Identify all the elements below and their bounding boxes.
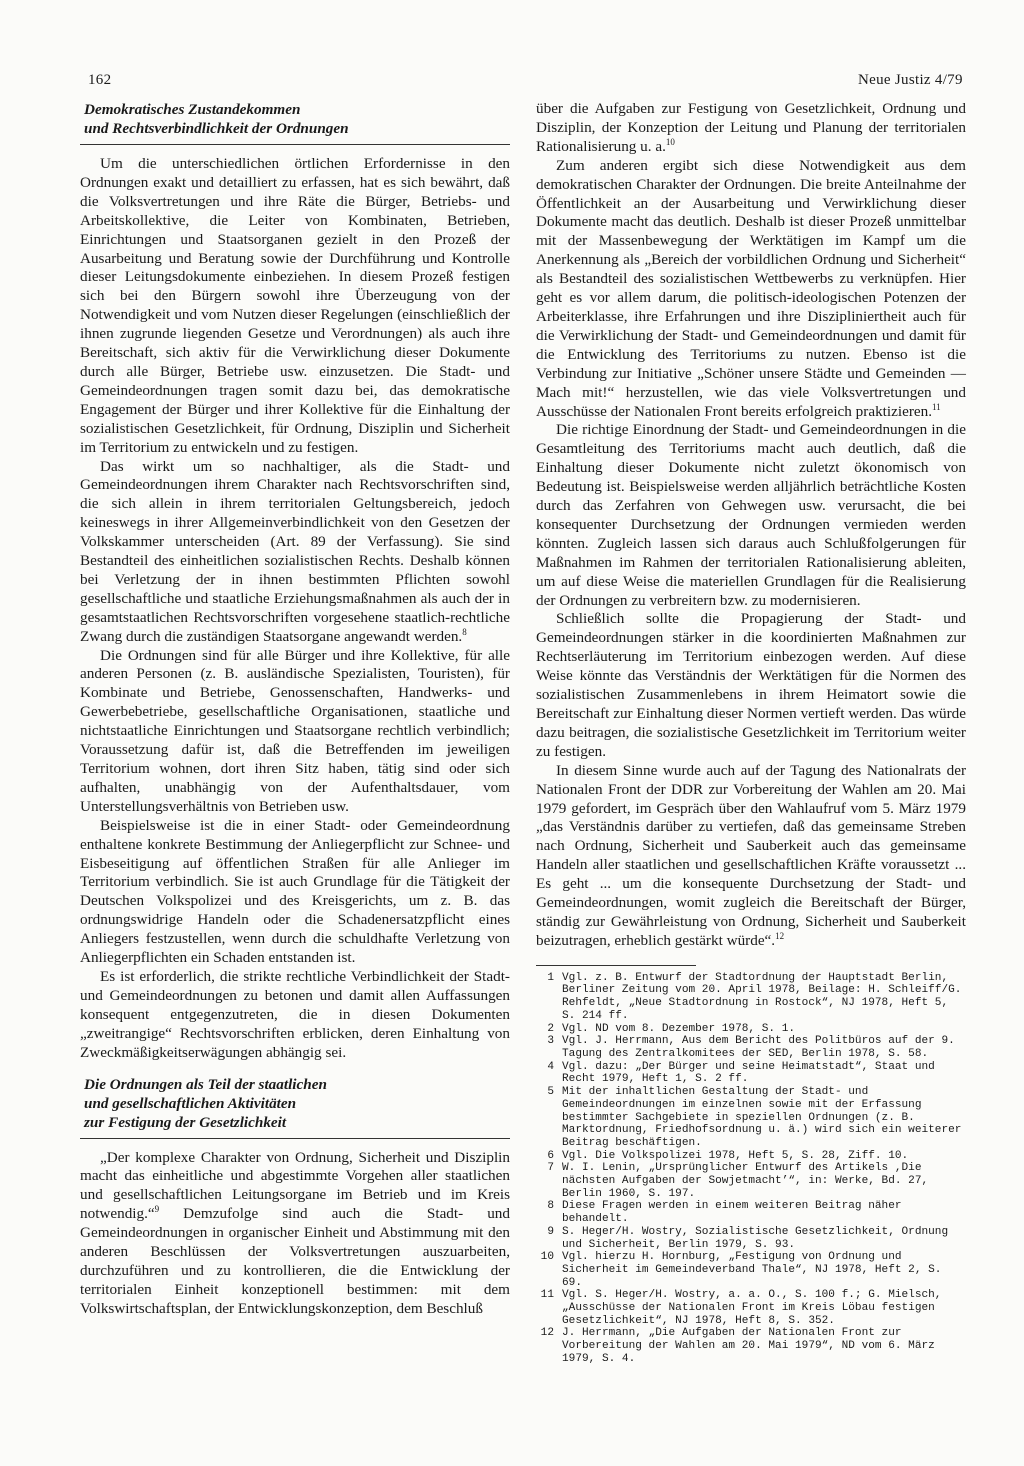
footnote-text: Vgl. Die Volkspolizei 1978, Heft 5, S. 28, Ziff. 10. (562, 1149, 909, 1162)
left-column (80, 100, 510, 1319)
footnote-number: 6 (547, 1149, 554, 1162)
paragraph-text: Zum anderen ergibt sich diese Notwendigkeit aus dem demokratischen Charakter der Ordnungen. Die breite Anteilnahme der Öffentlichkeit an der Ausarbeitung und Verwirklichung dieser Dokumente macht das deutlich. Deshalb ist dieser Prozeß unmittelbar mit der Massenbewegung der Werktätigen im Kampf um die Anerkennung als „Bereich der vorbildlichen Ordnung und Sicherheit“ als Bestandteil des sozialistischen Wettbewerbs zu verknüpfen. Hier geht es vor allem darum, die politisch-ideologischen Potenzen der Arbeiterklasse, ihre Erfahrungen und ihre Diszipliniertheit auch für die Verwirklichung der Stadt- und Gemeindeordnungen und damit für die Entwicklung des Territoriums zu nutzen. Ebenso ist die Verbindung zur Initiative „Schöner unsere Städte und Gemeinden — Mach mit!“ herzustellen, wie das viele Volksvertretungen und Ausschüsse der Nationalen Front bereits erfolgreich praktizieren. (536, 156, 966, 420)
footnote-ref: 11 (932, 401, 941, 412)
paragraph-text: „Der komplexe Charakter von Ordnung, Sicherheit und Disziplin macht das einheitliche und abgestimmte Vorgehen aller staatlichen und gesellschaftlichen Leitungsorgane im Betrieb und im Kreis notwendig.“ (80, 1148, 510, 1223)
heading-line: Demokratisches Zustandekommen (84, 101, 301, 118)
footnote-number: 1 (547, 971, 554, 984)
footnote-number: 3 (547, 1035, 554, 1048)
footnote (536, 1162, 966, 1200)
footnote (536, 972, 966, 1023)
footnote (536, 1150, 966, 1163)
footnote-number: 9 (547, 1225, 554, 1238)
footnote-ref: 12 (775, 930, 785, 941)
footnote (536, 1226, 966, 1251)
footnote-number: 10 (540, 1251, 554, 1264)
footnotes (536, 972, 966, 1366)
footnote-number: 11 (540, 1289, 554, 1302)
footnote-text: Diese Fragen werden in einem weiteren Beitrag näher behandelt. (562, 1200, 902, 1226)
footnote-text: Vgl. S. Heger/H. Wostry, a. a. O., S. 100 f.; G. Mielsch, „Ausschüsse der Nationalen Front im Kreis Löbau festigen Gesetzlichkeit“, NJ 1978, Heft 8, S. 352. (562, 1289, 942, 1327)
footnote-number: 7 (547, 1162, 554, 1175)
footnote-text: Vgl. dazu: „Der Bürger und seine Heimatstadt“, Staat und Recht 1979, Heft 1, S. 2 ff. (562, 1060, 935, 1086)
paragraph (536, 762, 966, 951)
footnote-ref: 10 (665, 136, 675, 147)
footnote (536, 1086, 966, 1150)
footnote-ref: 8 (462, 626, 467, 637)
footnote-text: W. I. Lenin, „Ursprünglicher Entwurf des Artikels ,Die nächsten Aufgaben der Sowjetmacht’“, in: Werke, Bd. 27, Berlin 1960, S. 197. (562, 1162, 929, 1200)
paragraph (536, 157, 966, 422)
footnote (536, 1023, 966, 1036)
footnote (536, 1035, 966, 1060)
paragraph: Beispielsweise ist die in einer Stadt- oder Gemeindeordnung enthaltene konkrete Bestimmung der Anliegerpflicht zur Schnee- und Eisbeseitigung auf öffentlichen Straßen für alle Anlieger im Territorium verbindlich. Sie ist auch Grundlage für die Tätigkeit der Deutschen Volkspolizei und des Kreisgerichts, um z. B. das ordnungswidrige Handeln oder die Schadenersatzpflicht eines Anliegers festzustellen, wenn durch die schuldhafte Verletzung von Anliegerpflichten ein Schaden entstanden ist. (80, 816, 510, 967)
footnote-text: Vgl. z. B. Entwurf der Stadtordnung der Hauptstadt Berlin, Berliner Zeitung vom 20. April 1978, Beilage: H. Schleiff/G. Rehfeldt, „Neue Stadtordnung in Rostock“, NJ 1978, Heft 5, S. 214 ff. (562, 971, 962, 1022)
paragraph: Um die unterschiedlichen örtlichen Erfordernisse in den Ordnungen exakt und detailliert zu erfassen, hat es sich bewährt, daß die Volksvertretungen und ihre Räte die Bürger, Betriebs- und Arbeitskollektive, die Leiter von Kombinaten, Betrieben, Einrichtungen und Staatsorganen gezielt in den Prozeß der Ausarbeitung und Beratung sowie der Durchführung und Kontrolle dieser Leitungsdokumente einbeziehen. In diesem Prozeß festigen sich bei den Bürgern sowohl ihre Überzeugung von der Notwendigkeit und vom Nutzen dieser Regelungen (einschließlich der ihnen zugrunde liegenden Gesetze und Verordnungen) als auch ihre Bereitschaft, sich aktiv für die Verwirklichung dieser Dokumente durch alle Bürger, Betriebe usw. einzusetzen. Die Stadt- und Gemeindeordnungen tragen somit dazu bei, das demokratische Engagement der Bürger und ihrer Kollektive für die Einhaltung der sozialistischen Gesetzlichkeit, für Ordnung, Disziplin und Sicherheit im Territorium zu entwickeln und zu festigen. (80, 155, 510, 456)
footnote-number: 2 (547, 1022, 554, 1035)
footnote-text: S. Heger/H. Wostry, Sozialistische Gesetzlichkeit, Ordnung und Sicherheit, Berlin 1979, S. 93. (562, 1225, 949, 1251)
paragraph (536, 100, 966, 157)
footnote-number: 5 (547, 1086, 554, 1099)
footnote-text: Mit der inhaltlichen Gestaltung der Stadt- und Gemeindeordnungen im einzelnen sowie mit der Erfassung bestimmter Sachgebiete in speziellen Ordnungen (z. B. Marktordnung, Friedhofsordnung u. ä.) wird sich ein weiterer Beitrag beschäftigen. (562, 1086, 962, 1149)
section-heading-2 (80, 1075, 510, 1139)
right-column (536, 100, 966, 1366)
footnote-divider (536, 965, 696, 966)
paragraph (80, 1149, 510, 1319)
footnote-number: 12 (540, 1327, 554, 1340)
paragraph-text: In diesem Sinne wurde auch auf der Tagung des Nationalrats der Nationalen Front der DDR zur Vorbereitung der Wahlen am 20. Mai 1979 gefordert, im Gespräch über den Wahlaufruf vom 5. März 1979 „das Verständnis darüber zu vertiefen, daß das gemeinsame Streben nach Ordnung, Sicherheit und Sauberkeit auch das gemeinsame Handeln aller staatlichen und gesellschaftlichen Kräfte voraussetzt ... Es geht ... um die konsequente Durchsetzung der Stadt- und Gemeindeordnungen, womit zugleich die Bereitschaft der Bürger, ständig zur Gewährleistung von Ordnung, Sicherheit und Sauberkeit beizutragen, erheblich gestärkt würde“. (536, 761, 966, 949)
paragraph-text: über die Aufgaben zur Festigung von Gesetzlichkeit, Ordnung und Disziplin, der Konzeption der Leitung und Planung der territorialen Rationalisierung u. a. (536, 100, 966, 155)
footnote (536, 1200, 966, 1225)
paragraph: Die richtige Einordnung der Stadt- und Gemeindeordnungen in die Gesamtleitung des Territoriums macht auch deutlich, daß die Einhaltung dieser Dokumente nicht zuletzt ökonomisch von Bedeutung ist. Beispielsweise werden alljährlich beträchtliche Kosten durch das Zerfahren von Gehwegen usw. verursacht, die bei konsequenter Durchsetzung der Ordnungen vermieden werden könnten. Zugleich lassen sich daraus auch Schlußfolgerungen für Maßnahmen im Rahmen der territorialen Rationalisierung ableiten, um auf diese Weise die materiellen Grundlagen für die Realisierung der Ordnungen zu verbreitern bzw. zu modernisieren. (536, 421, 966, 609)
paragraph: Die Ordnungen sind für alle Bürger und ihre Kollektive, für alle anderen Personen (z. B. ausländische Spezialisten, Touristen), für Kombinate und Betriebe, Genossenschaften, Handwerks- und Gewerbebetriebe, gesellschaftliche Organisationen, staatliche und nichtstaatliche Einrichtungen und Staatsorgane rechtlich verbindlich; Voraussetzung dafür ist, daß die Betreffenden im jeweiligen Territorium wohnen, dort ihren Sitz haben, tätig sind oder sich aufhalten, unabhängig von der Aufenthaltsdauer, vom Unterstellungsverhältnis von Betrieben usw. (80, 646, 510, 815)
paragraph: Schließlich sollte die Propagierung der Stadt- und Gemeindeordnungen stärker in die koordinierten Maßnahmen zur Rechtserläuterung im Territorium einbezogen werden. Auf diese Weise könnte das Verständnis der Werktätigen für die Normen des sozialistischen Zusammenlebens in ihrem Heimatort sowie die Bereitschaft zur Einhaltung dieser Normen vertieft werden. Das würde dazu beitragen, die sozialistische Gesetzlichkeit im Territorium weiter zu festigen. (536, 610, 966, 760)
journal-issue: Neue Justiz 4/79 (858, 72, 963, 88)
footnote (536, 1251, 966, 1289)
footnote (536, 1327, 966, 1365)
paragraph-text: Das wirkt um so nachhaltiger, als die Stadt- und Gemeindeordnungen ihrem Charakter nach Rechtsvorschriften sind, die sich allein in ihrem territorialen Geltungsbereich, jedoch keineswegs in ihrer Allgemeinverbindlichkeit von den Gesetzen der Volkskammer unterscheiden (Art. 89 der Verfassung). Sie sind Bestandteil des einheitlichen sozialistischen Rechts. Deshalb können bei Verletzung der in ihnen bestimmten Pflichten sowohl gesellschaftliche und staatliche Erziehungsmaßnahmen als auch der in gesamtstaatlichen Rechtsvorschriften vorgesehene staatlich-rechtliche Zwang durch die zuständigen Staatsorgane angewandt werden. (80, 457, 510, 645)
paragraph: Es ist erforderlich, die strikte rechtliche Verbindlichkeit der Stadt- und Gemeindeordnungen zu betonen und damit allen Auffassungen konsequent entgegenzutreten, die in diesen Dokumenten „zweitrangige“ Rechtsvorschriften erblicken, deren Einhaltung von Zweckmäßigkeitserwägungen abhängig sei. (80, 967, 510, 1061)
footnote-number: 8 (547, 1200, 554, 1213)
paragraph (80, 458, 510, 647)
footnote-text: Vgl. J. Herrmann, Aus dem Bericht des Politbüros auf der 9. Tagung des Zentralkomitees der SED, Berlin 1978, S. 58. (562, 1035, 955, 1060)
footnote-text: Vgl. ND vom 8. Dezember 1978, S. 1. (562, 1022, 796, 1035)
page-number: 162 (88, 72, 112, 88)
footnote (536, 1289, 966, 1327)
heading-line: Die Ordnungen als Teil der staatlichen (84, 1075, 327, 1093)
heading-line: und Rechtsverbindlichkeit der Ordnungen (84, 120, 349, 137)
footnote-text: Vgl. hierzu H. Hornburg, „Festigung von Ordnung und Sicherheit im Gemeindeverband Thale“, NJ 1978, Heft 2, S. 69. (562, 1251, 942, 1289)
footnote (536, 1061, 966, 1086)
paragraph-text: Demzufolge sind auch die Stadt- und Gemeindeordnungen in organischer Einheit und Abstimmung mit den anderen Beschlüssen der Volksvertretungen auszuarbeiten, durchzuführen und zu kontrollieren, die die Entwicklung der territorialen Einheit konzeptionell bestimmen: mit dem Volkswirtschaftsplan, der Entwicklungskonzeption, dem Beschluß (80, 1205, 510, 1317)
footnote-text: J. Herrmann, „Die Aufgaben der Nationalen Front zur Vorbereitung der Wahlen am 20. Mai 1979“, ND vom 6. März 1979, S. 4. (562, 1327, 935, 1365)
section-heading-1 (80, 100, 510, 145)
footnote-ref: 9 (154, 1204, 160, 1215)
heading-line: und gesellschaftlichen Aktivitäten (84, 1094, 297, 1112)
footnote-number: 4 (547, 1060, 554, 1073)
heading-line: zur Festigung der Gesetzlichkeit (84, 1113, 287, 1131)
